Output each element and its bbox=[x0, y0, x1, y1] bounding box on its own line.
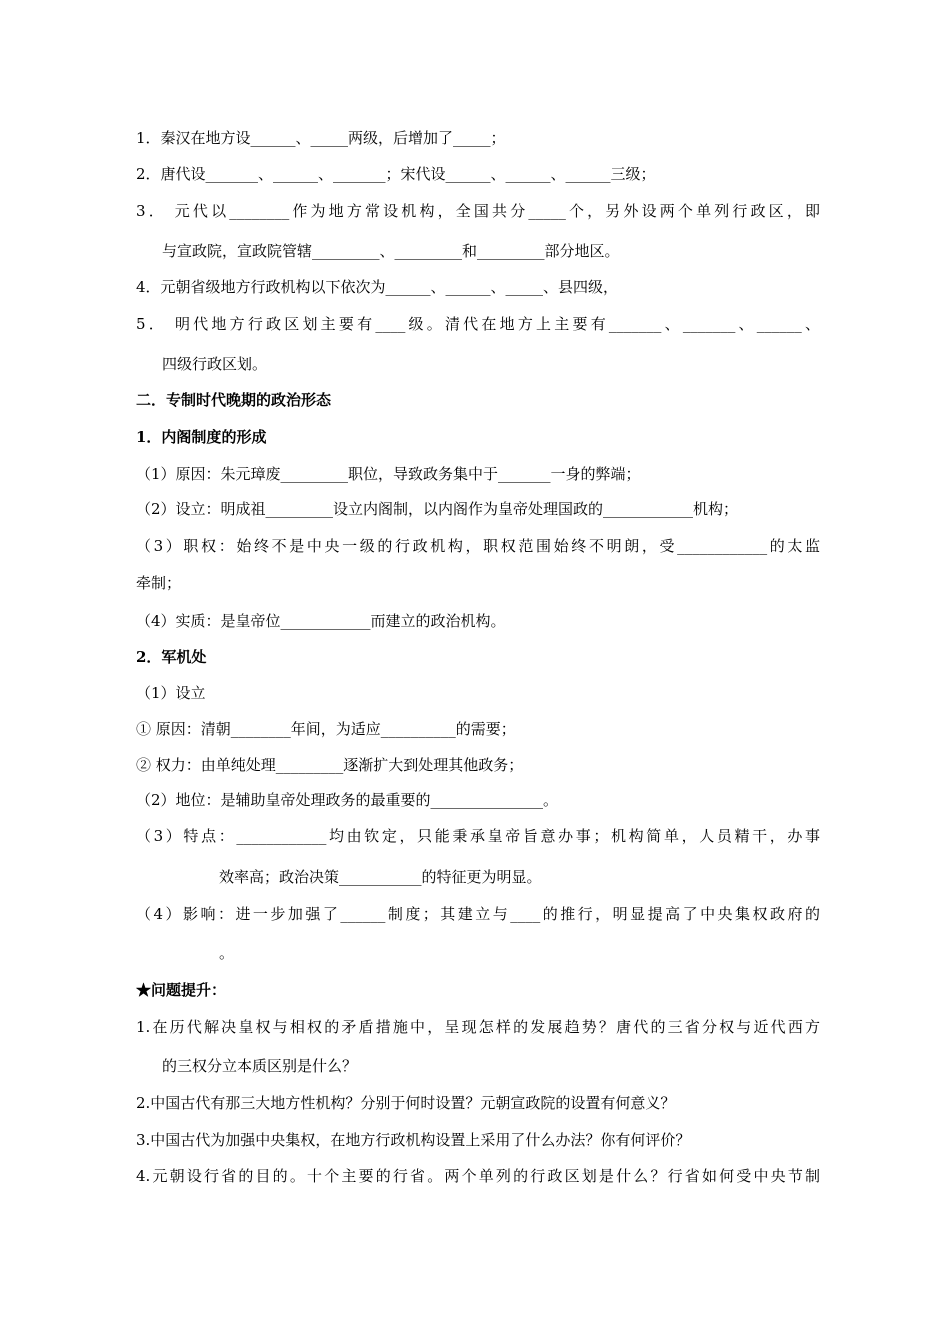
text-line: 4.元朝设行省的目的。十个主要的行省。两个单列的行政区划是什么？行省如何受中央节制 bbox=[136, 1167, 820, 1185]
text-line: 5． 明代地方行政区划主要有____级。清代在地方上主要有_______、_______、______、 bbox=[136, 315, 820, 333]
text-line: ① 原因：清朝________年间，为适应__________的需要； bbox=[136, 720, 516, 738]
section-heading: ★问题提升： bbox=[136, 981, 227, 999]
text-line: 2.中国古代有那三大地方性机构？分别于何时设置？元朝宣政院的设置有何意义？ bbox=[136, 1094, 676, 1112]
text-line: （3）特点：____________均由钦定，只能秉承皇帝旨意办事；机构简单，人员精干，办事 bbox=[136, 827, 820, 845]
text-line: （4）实质：是皇帝位____________而建立的政治机构。 bbox=[136, 612, 506, 630]
text-line: （1）设立 bbox=[136, 684, 206, 702]
text-line: 2．唐代设_______、______、_______；宋代设______、______、______三级； bbox=[136, 165, 656, 183]
text-line: （1）原因：朱元璋废_________职位，导致政务集中于_______一身的弊端； bbox=[136, 465, 641, 483]
text-line: 与宣政院，宣政院管辖_________、_________和_________部分地区。 bbox=[162, 242, 620, 260]
text-line: （2）设立：明成祖_________设立内阁制，以内阁作为皇帝处理国政的____________机构； bbox=[136, 500, 739, 518]
text-line: 四级行政区划。 bbox=[162, 355, 268, 373]
text-line: （2）地位：是辅助皇帝处理政务的最重要的_______________。 bbox=[136, 791, 559, 809]
text-line: 1．秦汉在地方设______、_____两级，后增加了_____； bbox=[136, 129, 506, 147]
text-line: （3）职权：始终不是中央一级的行政机构，职权范围始终不明朗，受____________的太监 bbox=[136, 537, 820, 555]
text-line: 牵制； bbox=[136, 574, 182, 592]
text-line: 4．元朝省级地方行政机构以下依次为______、______、_____、县四级， bbox=[136, 278, 619, 296]
subsection-heading: 1．内阁制度的形成 bbox=[136, 428, 267, 446]
text-line: 1.在历代解决皇权与相权的矛盾措施中，呈现怎样的发展趋势？唐代的三省分权与近代西方 bbox=[136, 1018, 820, 1036]
section-heading: 二．专制时代晚期的政治形态 bbox=[136, 391, 332, 409]
text-line: 3． 元代以________作为地方常设机构，全国共分_____个，另外设两个单列行政区，即 bbox=[136, 202, 820, 220]
text-line: 的三权分立本质区别是什么？ bbox=[162, 1057, 358, 1075]
text-line: （4）影响：进一步加强了______制度；其建立与____的推行，明显提高了中央集权政府的 bbox=[136, 905, 820, 923]
text-line: 效率高；政治决策___________的特征更为明显。 bbox=[219, 868, 542, 886]
text-line: ② 权力：由单纯处理_________逐渐扩大到处理其他政务； bbox=[136, 756, 524, 774]
text-line: 3.中国古代为加强中央集权，在地方行政机构设置上采用了什么办法？你有何评价？ bbox=[136, 1131, 691, 1149]
subsection-heading: 2．军机处 bbox=[136, 648, 207, 666]
text-line: 。 bbox=[219, 944, 235, 962]
